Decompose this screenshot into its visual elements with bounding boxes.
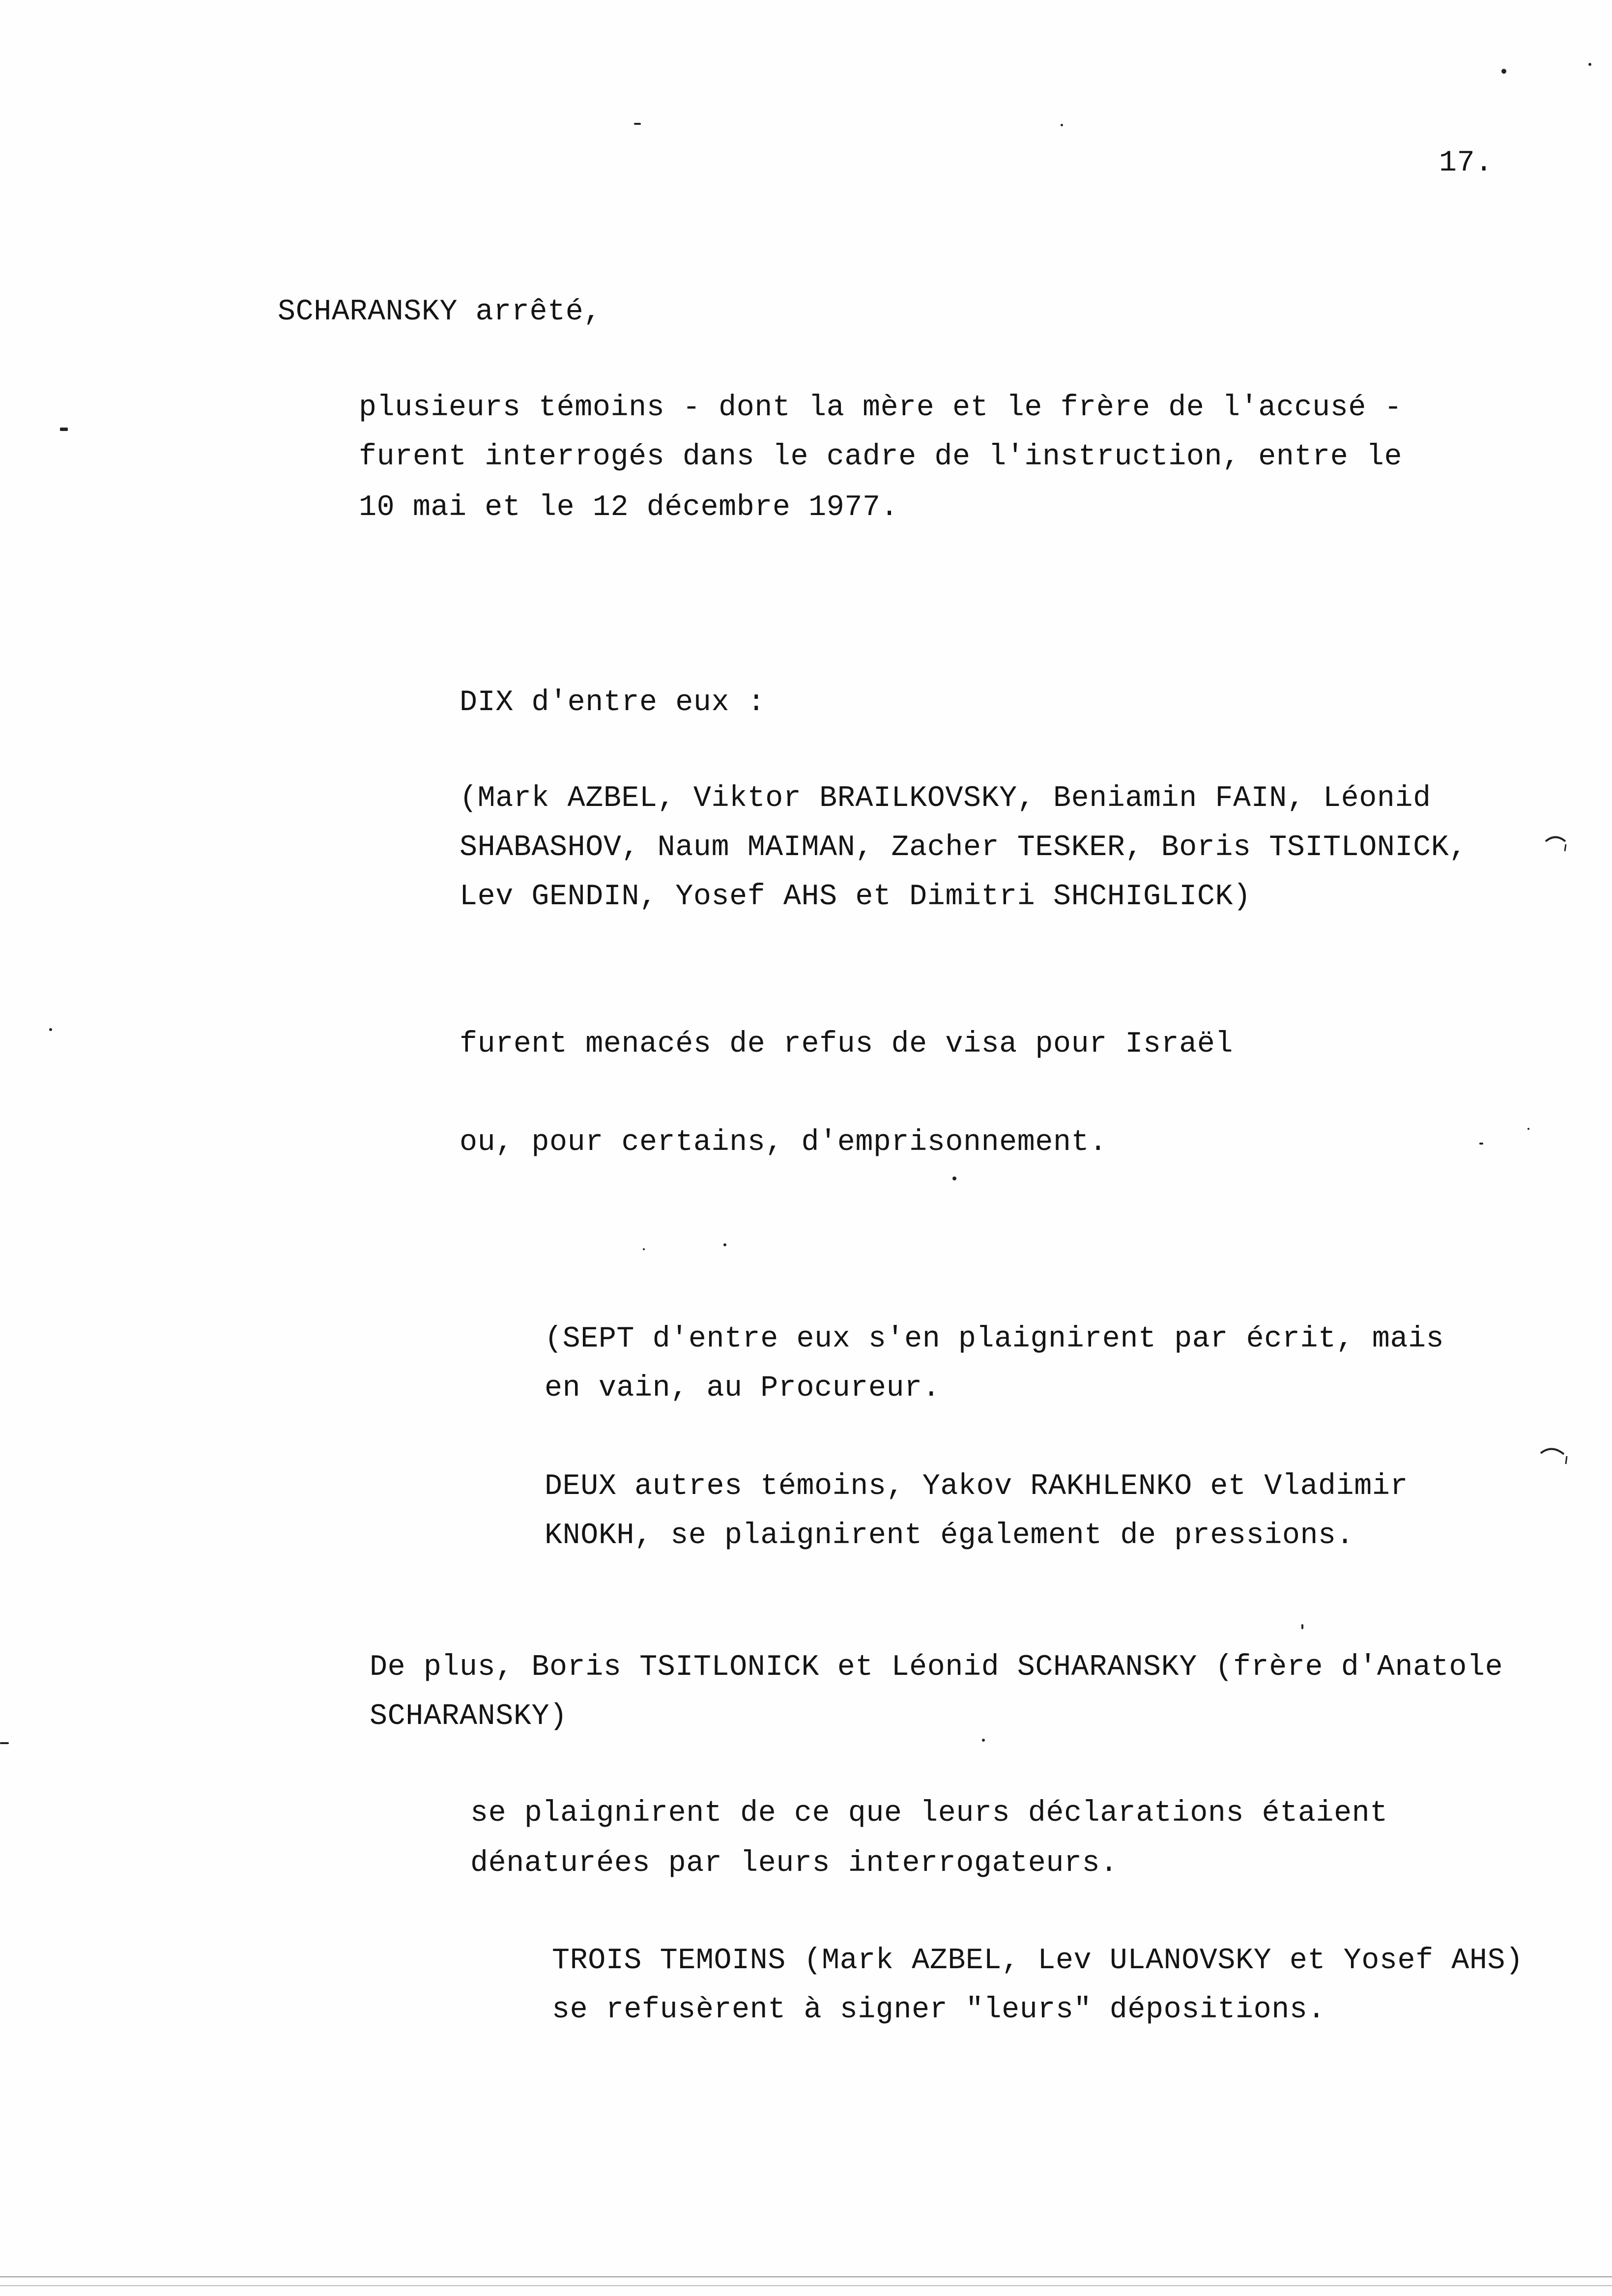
scan-speck <box>643 1248 645 1250</box>
scan-speck <box>1527 1128 1529 1130</box>
text-line: furent interrogés dans le cadre de l'instruction, entre le <box>359 440 1403 474</box>
scan-edge-line <box>0 2276 1612 2277</box>
scan-speck <box>60 428 68 431</box>
margin-mark <box>1543 831 1573 860</box>
text-line: dénaturées par leurs interrogateurs. <box>470 1847 1118 1880</box>
page-number: 17. <box>1439 146 1493 180</box>
scan-speck <box>1501 69 1506 74</box>
text-line: ou, pour certains, d'emprisonnement. <box>460 1126 1107 1159</box>
scan-speck <box>723 1243 726 1246</box>
text-line: DEUX autres témoins, Yakov RAKHLENKO et Vladimir <box>545 1470 1409 1503</box>
scan-speck <box>1301 1624 1303 1629</box>
text-line: se refusèrent à signer "leurs" dépositions. <box>552 1993 1326 2027</box>
scan-speck <box>952 1177 956 1180</box>
text-line: KNOKH, se plaignirent également de pressions. <box>545 1519 1354 1552</box>
text-line: SCHARANSKY) <box>370 1700 568 1733</box>
margin-mark <box>1538 1442 1573 1477</box>
text-line: SHABASHOV, Naum MAIMAN, Zacher TESKER, Boris TSITLONICK, <box>460 831 1467 864</box>
scan-speck <box>634 123 641 125</box>
scan-speck <box>1588 63 1591 66</box>
text-line: TROIS TEMOINS (Mark AZBEL, Lev ULANOVSKY et Yosef AHS) <box>552 1944 1524 1978</box>
scan-speck <box>982 1739 985 1742</box>
text-line: 10 mai et le 12 décembre 1977. <box>359 491 899 524</box>
text-line: SCHARANSKY arrêté, <box>278 295 602 329</box>
scan-speck <box>1479 1143 1483 1145</box>
scan-edge-line <box>0 2285 1612 2286</box>
scan-speck <box>49 1028 52 1031</box>
text-line: De plus, Boris TSITLONICK et Léonid SCHARANSKY (frère d'Anatole <box>370 1651 1503 1684</box>
text-line: (SEPT d'entre eux s'en plaignirent par écrit, mais <box>545 1322 1444 1356</box>
text-line: se plaignirent de ce que leurs déclarations étaient <box>470 1797 1388 1830</box>
text-line: (Mark AZBEL, Viktor BRAILKOVSKY, Beniamin FAIN, Léonid <box>460 782 1431 815</box>
text-line: en vain, au Procureur. <box>545 1372 941 1405</box>
text-line: Lev GENDIN, Yosef AHS et Dimitri SHCHIGLICK) <box>460 880 1251 914</box>
text-line: plusieurs témoins - dont la mère et le frère de l'accusé - <box>359 391 1403 425</box>
text-line: DIX d'entre eux : <box>460 686 766 719</box>
scan-speck <box>0 1742 9 1744</box>
text-line: furent menacés de refus de visa pour Israël <box>460 1028 1234 1061</box>
scan-speck <box>1061 124 1063 126</box>
